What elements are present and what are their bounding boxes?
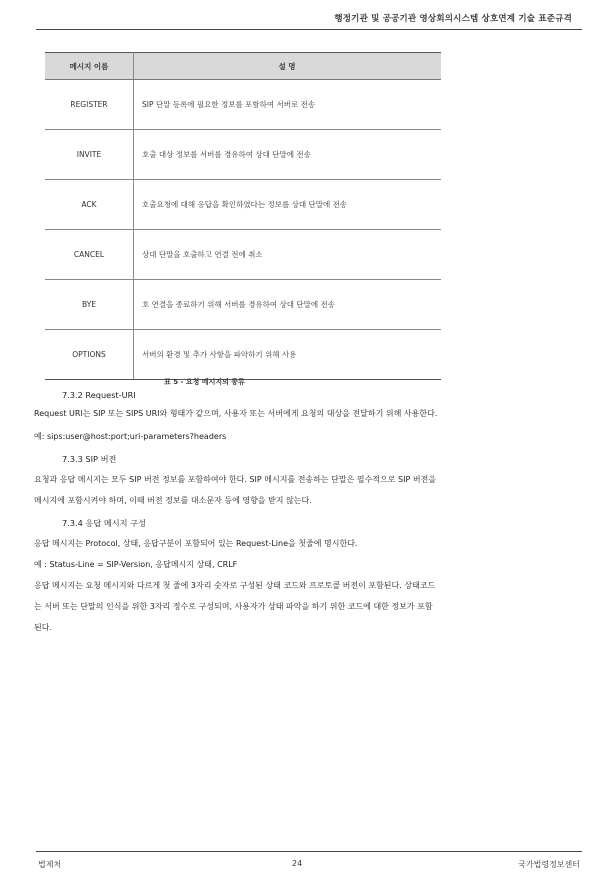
document-header-title: 행정기관 및 공공기관 영상회의시스템 상호연계 기술 표준규격: [334, 14, 572, 24]
paragraph-response-line-1: 응답 메시지는 Protocol, 상태, 응답구분이 포함되어 있는 Request-Line을 첫줄에 명시한다.: [34, 539, 358, 548]
table-row: [45, 230, 441, 280]
section-heading-7-3-3: 7.3.3 SIP 버전: [62, 454, 117, 464]
table-row: [45, 80, 441, 130]
table-caption: 표 5 - 요청 메시지의 종류: [164, 378, 245, 386]
column-header-name: 메시지 이름: [45, 53, 134, 80]
table-row: [45, 330, 441, 380]
section-heading-7-3-4: 7.3.4 응답 메시지 구성: [62, 518, 147, 528]
paragraph-response-line-3: 는 서버 또는 단말의 인식을 위한 3자리 정수로 구성되며, 사용자가 상태 파악을 하기 위한 코드에 대한 정보가 포함: [34, 602, 433, 611]
table-row: [45, 280, 441, 330]
header-divider: [36, 29, 582, 30]
paragraph-response-line-2: 응답 메시지는 요청 메시지와 다르게 첫 줄에 3자리 숫자로 구성된 상태 코드와 프로토콜 버전이 포함된다. 상태코드: [34, 581, 436, 590]
footer-left-text: 법제처: [38, 860, 62, 869]
message-description-cell: SIP 단말 등록에 필요한 정보를 포함하여 서버로 전송: [134, 80, 442, 130]
footer-right-text: 국가법령정보센터: [518, 860, 580, 869]
table-header-row: [45, 53, 441, 80]
paragraph-request-uri: Request URI는 SIP 또는 SIPS URI와 형태가 같으며, 사용자 또는 서버에게 요청의 대상을 전달하기 위해 사용한다.: [34, 409, 438, 418]
message-name-cell: ACK: [45, 180, 134, 230]
message-name-cell: BYE: [45, 280, 134, 330]
section-heading-7-3-2: 7.3.2 Request-URI: [62, 390, 136, 400]
message-description-cell: 서버의 환경 및 추가 사항을 파악하기 위해 사용: [134, 330, 442, 380]
table-row: [45, 130, 441, 180]
example-status-line: 예 : Status-Line = SIP-Version, 응답메시지 상태, CRLF: [34, 560, 238, 569]
paragraph-sip-version-line-1: 요청과 응답 메시지는 모두 SIP 버전 정보를 포함하여야 한다. SIP 메시지를 전송하는 단말은 필수적으로 SIP 버전을: [34, 475, 437, 484]
page-number: 24: [292, 859, 303, 868]
message-name-cell: INVITE: [45, 130, 134, 180]
paragraph-response-line-4: 된다.: [34, 623, 52, 632]
message-description-cell: 상대 단말을 호출하고 연결 전에 취소: [134, 230, 442, 280]
message-name-cell: REGISTER: [45, 80, 134, 130]
message-description-cell: 호 연결을 종료하기 위해 서버를 경유하여 상대 단말에 전송: [134, 280, 442, 330]
example-request-uri: 예: sips:user@host:port;uri-parameters?headers: [34, 432, 227, 441]
column-header-description: 설 명: [134, 53, 442, 80]
message-description-cell: 호출 대상 정보를 서버를 경유하여 상대 단말에 전송: [134, 130, 442, 180]
paragraph-sip-version-line-2: 메시지에 포함시켜야 하며, 이때 버전 정보를 대소문자 등에 영향을 받지 않는다.: [34, 496, 312, 505]
request-message-table: [45, 52, 441, 380]
footer-divider: [36, 851, 582, 852]
message-description-cell: 호출요청에 대해 응답을 확인하였다는 정보를 상대 단말에 전송: [134, 180, 442, 230]
table-row: [45, 180, 441, 230]
message-name-cell: CANCEL: [45, 230, 134, 280]
message-name-cell: OPTIONS: [45, 330, 134, 380]
